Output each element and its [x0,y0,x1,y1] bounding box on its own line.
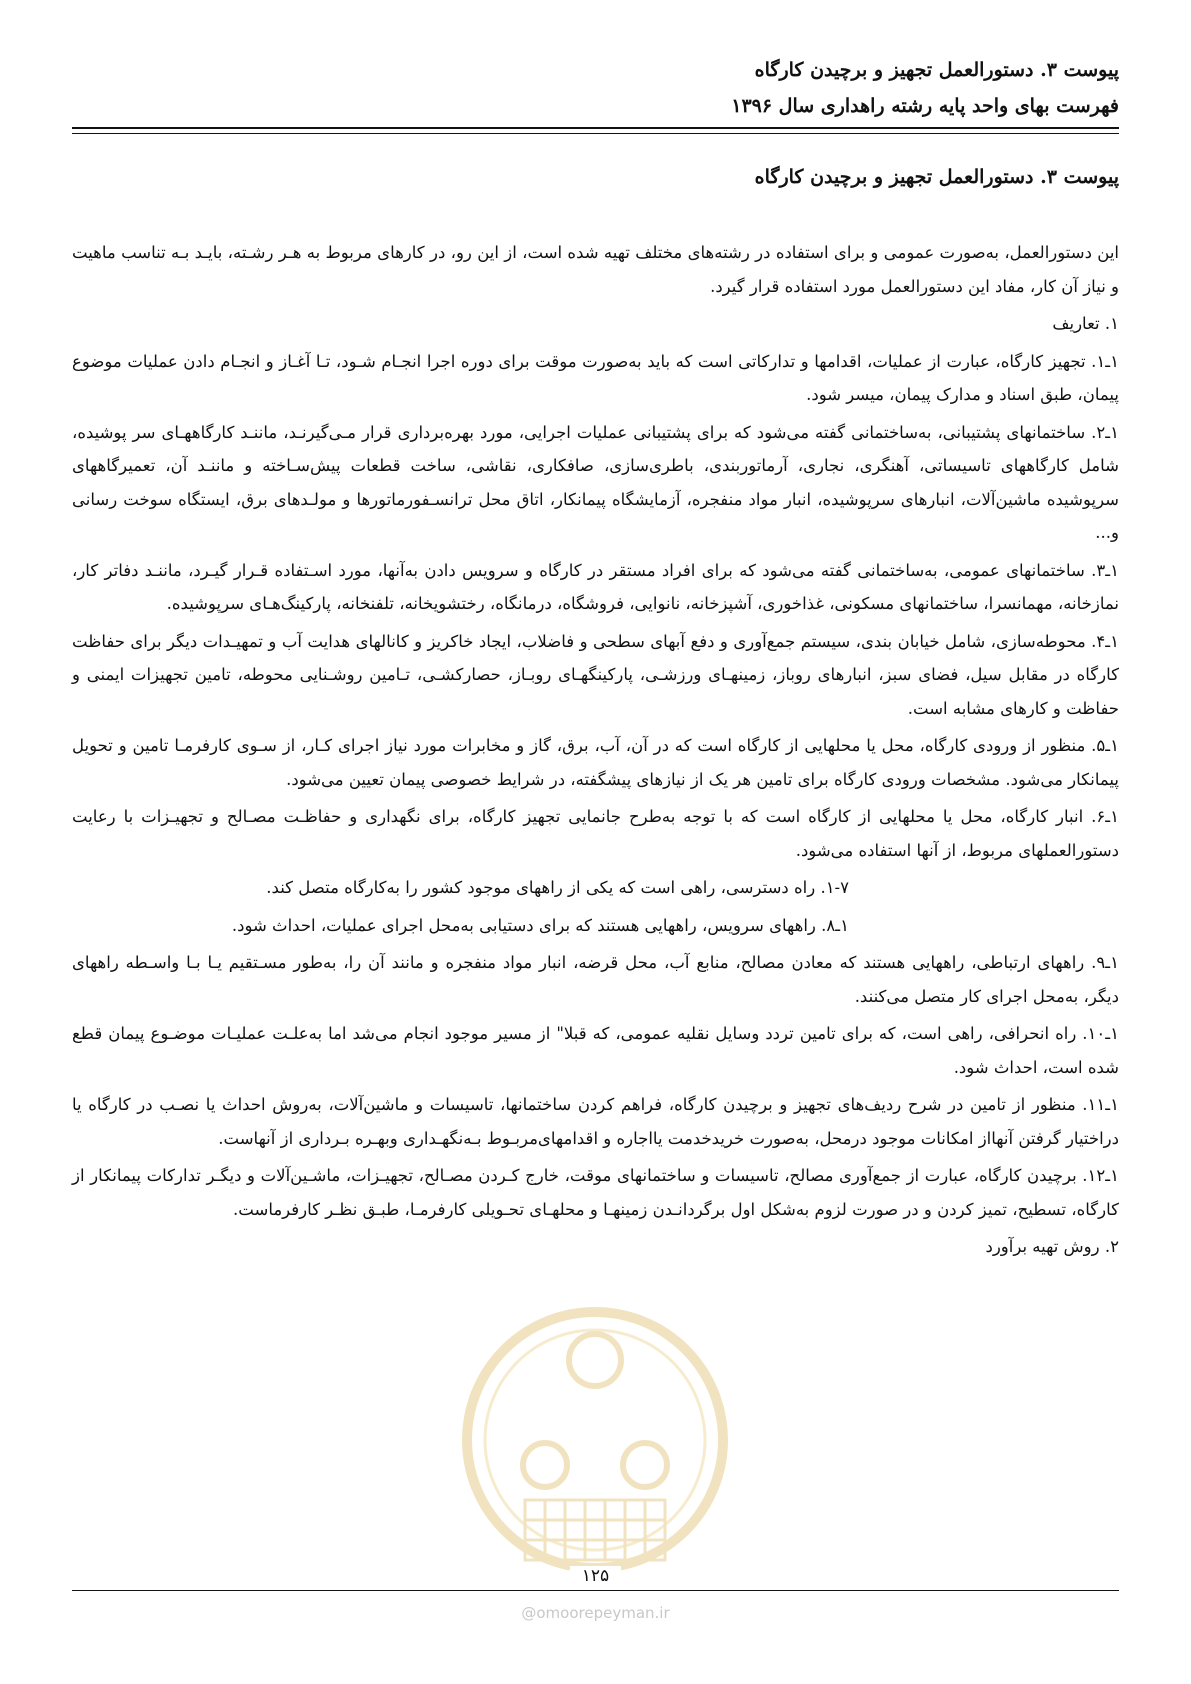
definition-1-10: ۱ـ۱۰. راه انحرافی، راهی است، که برای تامین تردد وسایل نقلیه عمومی، که قبلا" از مسیر موجود انجام می‌شد اما به‌علـت عملیـات موضـوع پیمان قطع شده است، احداث شود. [72,1024,1119,1077]
definition-1-1: ۱ـ۱. تجهیز کارگاه، عبارت از عملیات، اقدامها و تدارکاتی است که باید به‌صورت موقت برای دوره اجرا انجـام شـود، تـا آغـاز و انجـام دادن عملیات موضوع پیمان، طبق اسناد و مدارک پیمان، میسر شود. [72,351,1119,404]
document-body [72,236,1119,1268]
seal-logo-icon [455,1300,735,1590]
definition-1-6: ۱ـ۶. انبار کارگاه، محل یا محلهایی از کارگاه است که با توجه به‌طرح جانمایی تجهیز کارگاه، برای نگهداری و حفاظـت مصـالح و تجهیـزات با رعایت دستورالعملهای مربوط، از آنها استفاده می‌شود. [72,807,1119,860]
header-title: پیوست ۳. دستورالعمل تجهیز و برچیدن کارگاه [754,59,1119,81]
page-number-wrap [0,1566,1191,1586]
definition-1-3: ۱ـ۳. ساختمانهای عمومی، به‌ساختمانی گفته می‌شود که برای افراد مستقر در کارگاه و سرویس دادن به‌آنها، مورد اسـتفاده قـرار گیـرد، ماننـد دفاتر کار، نمازخانه، مهمانسرا، ساختمانهای مسکونی، غذاخوری، آشپزخانه، نانوایی، فروشگاه، درمانگاه، رختشویخانه، تلفنخانه، پارکینگ‌هـای سرپوشیده. [72,560,1119,613]
header-subtitle: فهرست بهای واحد پایه رشته راهداری سال ۱۳۹۶ [731,95,1119,117]
definition-1-2: ۱ـ۲. ساختمانهای پشتیبانی، به‌ساختمانی گفته می‌شود که برای پشتیبانی عملیات اجرایی، مورد بهره‌برداری قرار مـی‌گیرنـد، ماننـد کارگاههـای سر پوشیده، شامل کارگاههای تاسیساتی، آهنگری، نجاری، آرماتوربندی، باطری‌سازی، صافکاری، نقاشی، ساخت قطعات پیش‌سـاخته و ماننـد آن، تعمیرگاههای سرپوشیده ماشین‌آلات، انبارهای سرپوشیده، انبار مواد منفجره، آزمایشگاه پیمانکار، اتاق محل ترانسـفورماتورها و مولـدهای برق، ایستگاه سوخت رسانی و... [72,422,1119,542]
page-header [72,52,1119,124]
heading-definitions: ۱. تعاریف [1052,314,1119,333]
page-number: ۱۲۵ [570,1566,621,1586]
definition-1-11: ۱ـ۱۱. منظور از تامین در شرح ردیف‌های تجهیز و برچیدن کارگاه، فراهم کردن ساختمانها، تاسیسات و ماشین‌آلات، به‌روش احداث یا نصـب در کارگاه یا دراختیار گرفتن آنهااز امکانات موجود درمحل، به‌صورت خریدخدمت یااجاره و اقدامهای‌مربـوط بـه‌نگهـداری وبهـره بـرداری از آنهاست. [72,1095,1119,1148]
definition-1-12: ۱ـ۱۲. برچیدن کارگاه، عبارت از جمع‌آوری مصالح، تاسیسات و ساختمانهای موقت، خارج کـردن مصـالح، تجهیـزات، ماشـین‌آلات و دیگـر تدارکات پیمانکار از کارگاه، تسطیح، تمیز کردن و در صورت لزوم به‌شکل اول برگردانـدن زمینهـا و محلهـای تحـویلی کارفرمـا، طبـق نظـر کارفرماست. [72,1166,1119,1219]
definition-1-9: ۱ـ۹. راههای ارتباطی، راههایی هستند که معادن مصالح، منابع آب، محل قرضه، انبار مواد منفجره و مانند آن را، به‌طور مسـتقیم یـا بـا واسـطه راههای دیگر، به‌محل اجرای کار متصل می‌کنند. [72,953,1119,1006]
header-rule-thick [72,127,1119,129]
footer-rule [72,1590,1119,1591]
site-watermark-text: @omoorepeyman.ir [521,1604,670,1622]
header-rule-thin [72,133,1119,134]
definition-1-4: ۱ـ۴. محوطه‌سازی، شامل خیابان بندی، سیستم جمع‌آوری و دفع آبهای سطحی و فاضلاب، ایجاد خاکریز و کانالهای هدایت آب و تمهیـدات دیگر برای حفاظت کارگاه در مقابل سیل، فضای سبز، انبارهای روباز، زمینهـای ورزشـی، پارکینگهـای روبـاز، حصارکشـی، تـامین روشـنایی محوطه، تامین تجهیزات ایمنی و حفاظت و کارهای مشابه است. [72,631,1119,718]
heading-estimation-method: ۲. روش تهیه برآورد [985,1237,1119,1256]
section-title: پیوست ۳. دستورالعمل تجهیز و برچیدن کارگاه [754,166,1119,188]
definition-1-8: ۱ـ۸. راههای سرویس، راههایی هستند که برای دستیابی به‌محل اجرای عملیات، احداث شود. [231,915,849,935]
definition-1-5: ۱ـ۵. منظور از ورودی کارگاه، محل یا محلهایی از کارگاه است که در آن، آب، برق، گاز و مخابرات مورد نیاز اجرای کـار، از سـوی کارفرمـا تامین و تحویل پیمانکار می‌شود. مشخصات ورودی کارگاه برای تامین هر یک از نیازهای پیشگفته، در شرایط خصوصی پیمان تعیین می‌شود. [72,736,1119,789]
intro-paragraph: این دستورالعمل، به‌صورت عمومی و برای استفاده در رشته‌های مختلف تهیه شده است، از این رو، در کارهای مربوط به هـر رشـته، بایـد بـه تناسب ماهیت و نیاز آن کار، مفاد این دستورالعمل مورد استفاده قرار گیرد. [72,243,1119,296]
definition-1-7: ۱-۷. راه دسترسی، راهی است که یکی از راههای موجود کشور را به‌کارگاه متصل کند. [266,878,849,897]
